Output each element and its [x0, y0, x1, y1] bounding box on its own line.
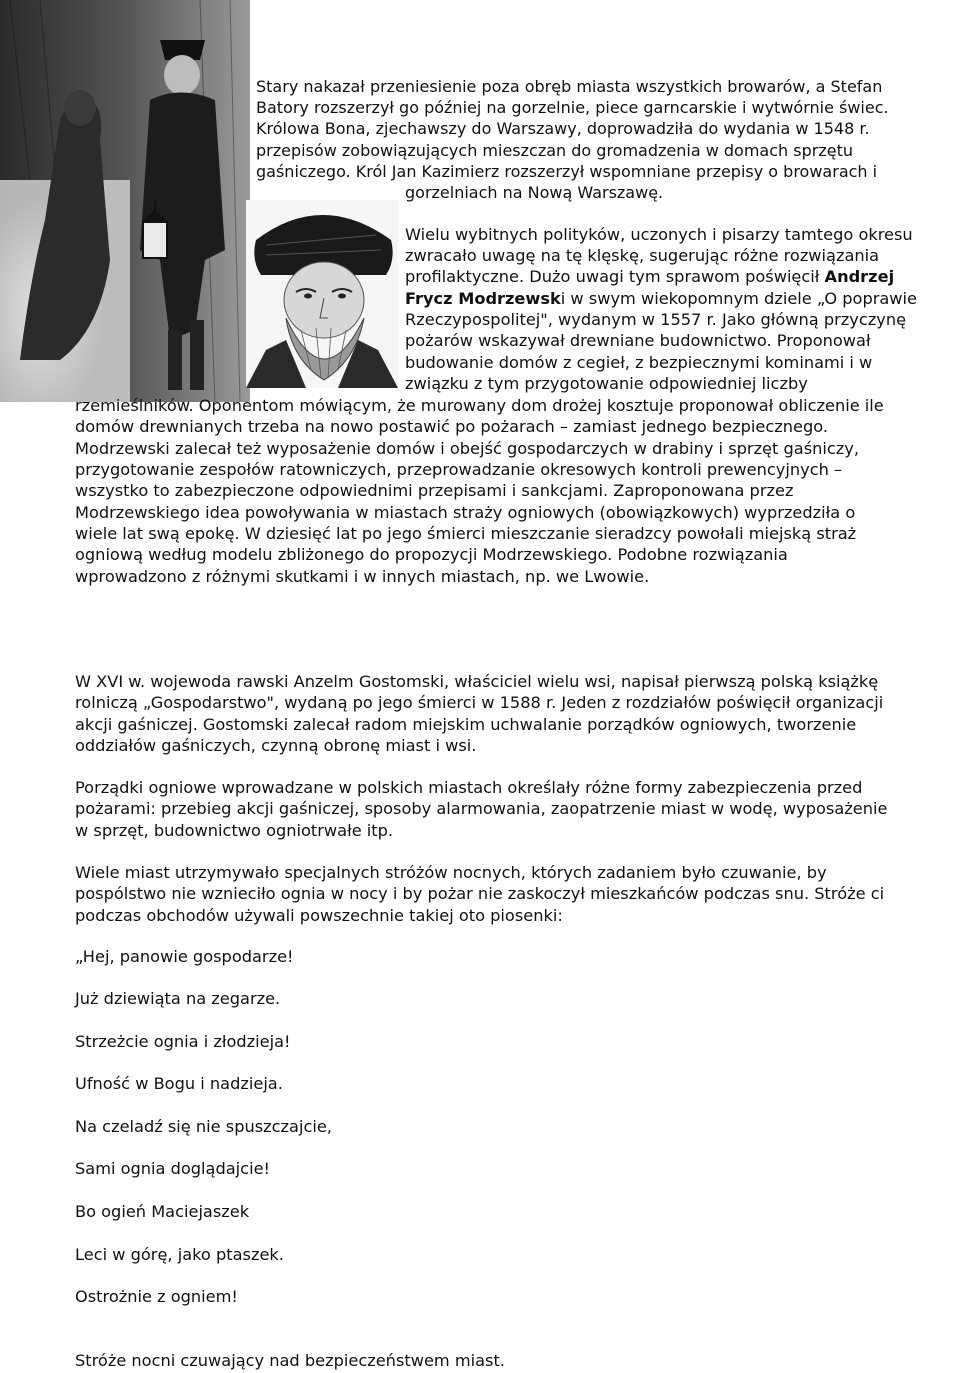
night-watchmen-drawing [0, 0, 250, 402]
song-line: Już dziewiąta na zegarze. [75, 989, 281, 1008]
paragraph-line: pożarami: przebieg akcji gaśniczej, sposoby alarmowania, zaopatrzenie miast w wodę, wyposażenie [75, 799, 888, 818]
paragraph-line: wprowadzono z różnymi skutkami i w innych miastach, np. we Lwowie. [75, 567, 650, 586]
song-line: Bo ogień Maciejaszek [75, 1202, 250, 1221]
paragraph-line: zwracało uwagę na tę klęskę, sugerując różne rozwiązania [405, 246, 880, 265]
paragraph-line: budowanie domów z cegieł, z bezpiecznymi kominami i w [405, 353, 873, 372]
paragraph-line: akcji gaśniczej. Gostomski zalecał radom miejskim uchwalanie porządków ogniowych, tworzenie [75, 715, 857, 734]
night-watchmen-illustration [0, 0, 250, 402]
modrzewski-portrait-drawing [246, 200, 398, 388]
paragraph-line: Królowa Bona, zjechawszy do Warszawy, doprowadziła do wydania w 1548 r. [256, 119, 870, 138]
paragraph-line: pospólstwo nie wznieciło ognia w nocy i by pożar nie zaskoczył mieszkańców podczas snu. Stróże ci [75, 884, 885, 903]
paragraph-line: gaśniczego. Król Jan Kazimierz rozszerzył wspomniane przepisy o browarach i [256, 162, 878, 181]
paragraph-line: wszystko to zabezpieczone odpowiednimi przepisami i sankcjami. Zaproponowana przez [75, 481, 794, 500]
modrzewski-portrait [246, 200, 398, 388]
song-line: Sami ognia doglądajcie! [75, 1159, 271, 1178]
paragraph-line: Rzeczypospolitej", wydanym w 1557 r. Jako główną przyczynę [405, 310, 907, 329]
paragraph-line: przygotowanie zespołów ratowniczych, przeprowadzanie okresowych kontroli prewencyjnych – [75, 460, 843, 479]
author-name-bold: Frycz Modrzewsk [405, 289, 561, 308]
song-line: Ufność w Bogu i nadzieja. [75, 1074, 283, 1093]
paragraph-line: ogniową według modelu zbliżonego do propozycji Modrzewskiego. Podobne rozwiązania [75, 545, 788, 564]
paragraph-line: Wielu wybitnych polityków, uczonych i pisarzy tamtego okresu [405, 225, 913, 244]
paragraph-line: Modrzewskiego idea powoływania w miastach straży ogniowych (obowiązkowych) wyprzedziła o [75, 503, 856, 522]
paragraph-line: Modrzewski zalecał też wyposażenie domów i obejść gospodarczych w drabiny i sprzęt gaśniczy, [75, 439, 860, 458]
paragraph-line: wiele lat swą epokę. W dziesięć lat po jego śmierci mieszczanie sieradzcy powołali miejską straż [75, 524, 857, 543]
paragraph-line: gorzelniach na Nową Warszawę. [405, 183, 664, 202]
paragraph-line: w sprzęt, budownictwo ogniotrwałe itp. [75, 821, 394, 840]
paragraph-line: W XVI w. wojewoda rawski Anzelm Gostomski, właściciel wielu wsi, napisał pierwszą polską książkę [75, 672, 879, 691]
paragraph-line: związku z tym przygotowanie odpowiedniej liczby [405, 374, 808, 393]
closing-caption: Stróże nocni czuwający nad bezpieczeństwem miast. [75, 1351, 505, 1370]
text-span: profilaktyczne. Dużo uwagi tym sprawom poświęcił [405, 267, 825, 286]
paragraph-line: Porządki ogniowe wprowadzane w polskich miastach określały różne formy zabezpieczenia przed [75, 778, 863, 797]
paragraph-line: podczas obchodów używali powszechnie takiej oto piosenki: [75, 906, 563, 925]
song-line: Na czeladź się nie spuszczajcie, [75, 1117, 332, 1136]
song-line: Leci w górę, jako ptaszek. [75, 1245, 284, 1264]
paragraph-line [405, 288, 917, 309]
paragraph-line: domów drewnianych trzeba na nowo postawić po pożarach – zamiast jednego bezpiecznego. [75, 417, 829, 436]
song-line: Strzeżcie ognia i złodzieja! [75, 1032, 291, 1051]
text-span: i w swym wiekopomnym dziele „O poprawie [560, 289, 918, 308]
song-line: „Hej, panowie gospodarze! [75, 947, 294, 966]
paragraph-line: pożarów wskazywał drewniane budownictwo. Proponował [405, 331, 871, 350]
song-line: Ostrożnie z ogniem! [75, 1287, 238, 1306]
author-name-bold: Andrzej [824, 267, 895, 286]
paragraph-line: oddziałów gaśniczych, czynną obronę miast i wsi. [75, 736, 477, 755]
paragraph-line: Stary nakazał przeniesienie poza obręb miasta wszystkich browarów, a Stefan [256, 77, 883, 96]
paragraph-line: Wiele miast utrzymywało specjalnych stróżów nocnych, których zadaniem było czuwanie, by [75, 863, 827, 882]
paragraph-line: rzemieślników. Oponentom mówiącym, że murowany dom drożej kosztuje proponował obliczenie ile [75, 396, 884, 415]
paragraph-line: Batory rozszerzył go później na gorzelnie, piece garncarskie i wytwórnie świec. [256, 98, 889, 117]
paragraph-line: rolniczą „Gospodarstwo", wydaną po jego śmierci w 1588 r. Jeden z rozdziałów poświęcił organizacji [75, 693, 884, 712]
paragraph-line [405, 266, 894, 287]
paragraph-line: przepisów zobowiązujących mieszczan do gromadzenia w domach sprzętu [256, 141, 853, 160]
